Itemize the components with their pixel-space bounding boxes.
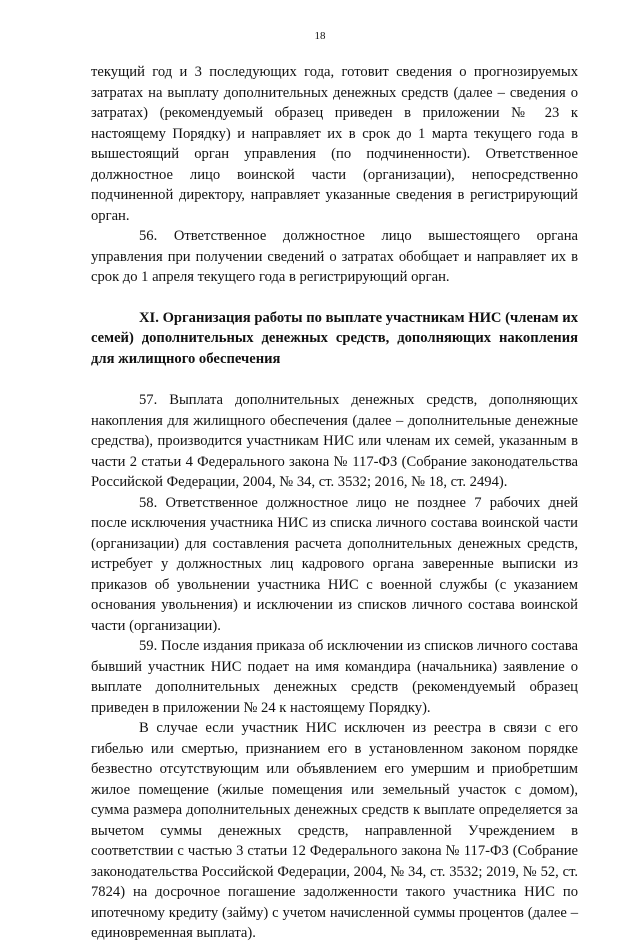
paragraph-continuation: текущий год и 3 последующих года, готовит сведения о прогнозируемых затратах на выплату дополнительных денежных средств (далее – сведения о затратах) (рекомендуемый образец приведен в приложении № 23 к настоящему Порядку) и направляет их в срок до 1 марта текущего года в вышестоящий орган управления (по подчиненности). Ответственное должностное лицо воинской части (организации), непосредственно подчиненной директору, направляет указанные сведения в регистрирующий орган.	[91, 64, 578, 224]
paragraph-56: 56. Ответственное должностное лицо вышестоящего органа управления при получении сведений о затратах обобщает и направляет их в срок до 1 апреля текущего года в регистрирующий орган.	[91, 228, 578, 285]
paragraph-58: 58. Ответственное должностное лицо не позднее 7 рабочих дней после исключения участника НИС из списка личного состава воинской части (организации) для составления расчета дополнительных денежных средств, истребует у должностных лиц кадрового органа заверенные выписки из приказов об увольнении участника НИС с военной службы (с указанием основания увольнения) и исключении из списков личного состава воинской части (организации).	[91, 494, 578, 634]
paragraph-57: 57. Выплата дополнительных денежных средств, дополняющих накопления для жилищного обеспечения (далее – дополнительные денежные средства), производится участникам НИС или членам их семей, указанным в части 2 статьи 4 Федерального закона № 117-ФЗ (Собрание законодательства Российской Федерации, 2004, № 34, ст. 3532; 2016, № 18, ст. 2494).	[91, 392, 578, 490]
page-number: 18	[314, 30, 326, 42]
section-title: XI. Организация работы по выплате участникам НИС (членам их семей) дополнительных денежных средств, дополняющих накопления для жилищного обеспечения	[91, 309, 578, 367]
paragraph-59: 59. После издания приказа об исключении из списков личного состава бывший участник НИС подает на имя командира (начальника) заявление о выплате дополнительных денежных средств (рекомендуемый образец приведен в приложении № 24 к настоящему Порядку).	[91, 638, 578, 716]
document-body	[91, 62, 578, 944]
paragraph-59-continued: В случае если участник НИС исключен из реестра в связи с его гибелью или смертью, признанием его в установленном законом порядке безвестно отсутствующим или объявлением его умершим и приобретшим жилое помещение (жилые помещения или земельный участок с домом), сумма размера дополнительных денежных средств к выплате определяется за вычетом суммы денежных средств, направленной Учреждением в соответствии с частью 3 статьи 12 Федерального закона № 117-ФЗ (Собрание законодательства Российской Федерации, 2004, № 34, ст. 3532; 2019, № 52, ст. 7824) на досрочное погашение задолженности такого участника НИС по ипотечному кредиту (займу) с учетом начисленной суммы процентов (далее – единовременная выплата).	[91, 720, 578, 941]
